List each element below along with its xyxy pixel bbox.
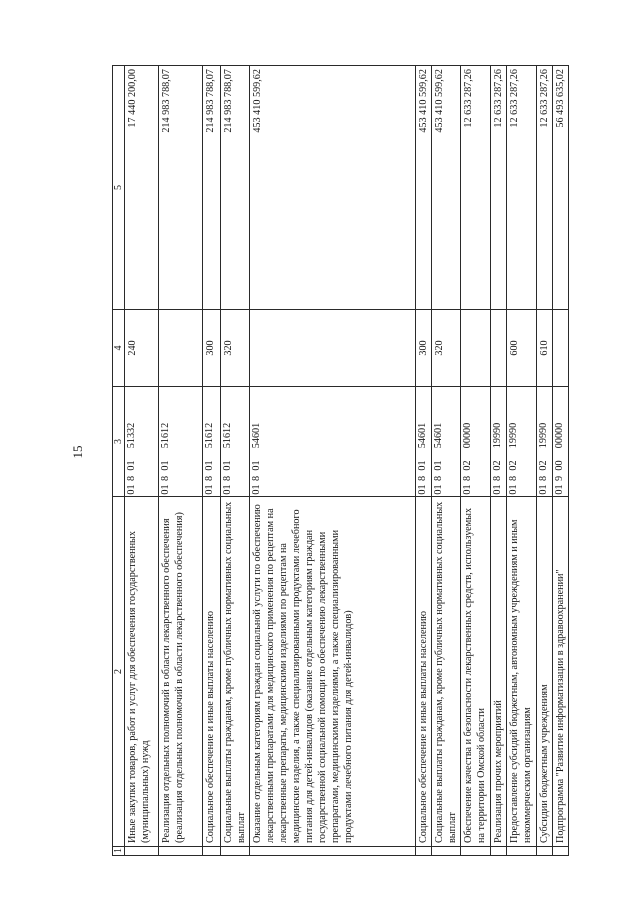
header-row <box>113 66 125 856</box>
table-row <box>416 66 432 856</box>
row-code <box>416 387 432 497</box>
row-blank-cell <box>461 847 491 856</box>
code-subprogram: 8 <box>251 475 262 482</box>
code-program: 01 <box>492 484 503 495</box>
code-subprogram: 8 <box>204 475 215 482</box>
table-row <box>125 66 159 856</box>
code-direction: 19990 <box>492 422 503 449</box>
code-event: 01 <box>433 460 444 471</box>
code-direction: 00000 <box>554 422 565 449</box>
code-program: 01 <box>222 484 233 495</box>
row-kvr: 240 <box>125 310 159 387</box>
code-subprogram: 8 <box>126 475 137 482</box>
row-name: Иные закупки товаров, работ и услуг для обеспечения государственных (муниципальных) нужд <box>125 497 159 847</box>
row-amount: 214 983 788,07 <box>221 66 250 310</box>
row-name: Предоставление субсидий бюджетным, автономным учреждениям и иным некоммерческим организациям <box>507 497 537 847</box>
row-amount: 17 440 200,00 <box>125 66 159 310</box>
code-event: 02 <box>508 460 519 471</box>
row-kvr <box>159 310 203 387</box>
row-code <box>125 387 159 497</box>
col-header-4: 4 <box>113 310 125 387</box>
row-kvr: 300 <box>416 310 432 387</box>
table-row <box>159 66 203 856</box>
table-row <box>203 66 221 856</box>
code-program: 01 <box>160 484 171 495</box>
row-amount: 12 633 287,26 <box>491 66 507 310</box>
code-subprogram: 8 <box>160 475 171 482</box>
row-kvr <box>553 310 569 387</box>
row-amount: 453 410 599,62 <box>432 66 461 310</box>
code-direction: 54601 <box>251 422 262 449</box>
code-direction: 54601 <box>433 422 444 449</box>
code-program: 01 <box>417 484 428 495</box>
row-blank-cell <box>159 847 203 856</box>
col-header-1: 1 <box>113 847 125 856</box>
code-subprogram: 8 <box>462 475 473 482</box>
row-code <box>221 387 250 497</box>
col-header-3: 3 <box>113 387 125 497</box>
row-amount: 12 633 287,26 <box>537 66 553 310</box>
code-direction: 00000 <box>462 422 473 449</box>
table-row <box>537 66 553 856</box>
col-header-2: 2 <box>113 497 125 847</box>
table-row <box>553 66 569 856</box>
code-direction: 51612 <box>160 422 171 449</box>
table-row <box>461 66 491 856</box>
table-row <box>491 66 507 856</box>
code-direction: 51612 <box>204 422 215 449</box>
table-row <box>507 66 537 856</box>
row-kvr <box>461 310 491 387</box>
row-blank-cell <box>416 847 432 856</box>
code-program: 01 <box>433 484 444 495</box>
code-subprogram: 8 <box>433 475 444 482</box>
row-code <box>491 387 507 497</box>
code-event: 02 <box>538 460 549 471</box>
row-blank-cell <box>203 847 221 856</box>
code-event: 01 <box>160 460 171 471</box>
row-code <box>553 387 569 497</box>
row-amount: 56 493 635,02 <box>553 66 569 310</box>
code-program: 01 <box>126 484 137 495</box>
col-header-5: 5 <box>113 66 125 310</box>
code-subprogram: 8 <box>492 475 503 482</box>
code-event: 01 <box>126 460 137 471</box>
row-code <box>159 387 203 497</box>
row-blank-cell <box>250 847 416 856</box>
code-event: 00 <box>554 460 565 471</box>
code-event: 02 <box>492 460 503 471</box>
table-rotator <box>112 66 566 856</box>
code-subprogram: 8 <box>222 475 233 482</box>
code-direction: 51332 <box>126 422 137 449</box>
code-direction: 19990 <box>508 422 519 449</box>
row-code <box>203 387 221 497</box>
row-blank-cell <box>491 847 507 856</box>
code-event: 01 <box>222 460 233 471</box>
row-amount: 453 410 599,62 <box>250 66 416 310</box>
table-row <box>432 66 461 856</box>
row-name: Оказание отдельным категориям граждан социальной услуги по обеспечению лекарственными препаратами для медицинского применения по рецептам на лекарственные препараты, медицинскими изделиями по рецептам на медицинские изделия, а также специализированными продуктами лечебного питания для детей-инвалидов (оказание отдельным категориям граждан государственной социальной помощи по обеспечению лекарственными препаратами, медицинскими изделиями, а также специализированными продуктами лечебного питания для детей-инвалидов) <box>250 497 416 847</box>
budget-table <box>112 65 569 856</box>
row-amount: 12 633 287,26 <box>461 66 491 310</box>
code-program: 01 <box>554 484 565 495</box>
code-program: 01 <box>508 484 519 495</box>
table-row <box>250 66 416 856</box>
row-amount: 214 983 788,07 <box>159 66 203 310</box>
row-amount: 214 983 788,07 <box>203 66 221 310</box>
row-blank-cell <box>221 847 250 856</box>
code-direction: 19990 <box>538 422 549 449</box>
row-name: Субсидии бюджетным учреждениям <box>537 497 553 847</box>
row-blank-cell <box>432 847 461 856</box>
row-name: Социальные выплаты гражданам, кроме публичных нормативных социальных выплат <box>221 497 250 847</box>
code-subprogram: 9 <box>554 475 565 482</box>
row-name: Обеспечение качества и безопасности лекарственных средств, используемых на территории Омской области <box>461 497 491 847</box>
code-direction: 51612 <box>222 422 233 449</box>
page-number: 15 <box>70 445 85 459</box>
code-program: 01 <box>462 484 473 495</box>
code-subprogram: 8 <box>417 475 428 482</box>
row-blank-cell <box>507 847 537 856</box>
row-code <box>507 387 537 497</box>
code-program: 01 <box>538 484 549 495</box>
row-name: Социальное обеспечение и иные выплаты населению <box>416 497 432 847</box>
row-code <box>250 387 416 497</box>
row-code <box>432 387 461 497</box>
code-event: 01 <box>251 460 262 471</box>
code-program: 01 <box>251 484 262 495</box>
row-amount: 12 633 287,26 <box>507 66 537 310</box>
row-kvr: 320 <box>221 310 250 387</box>
row-kvr: 320 <box>432 310 461 387</box>
code-direction: 54601 <box>417 422 428 449</box>
code-program: 01 <box>204 484 215 495</box>
row-amount: 453 410 599,62 <box>416 66 432 310</box>
row-kvr: 600 <box>507 310 537 387</box>
row-code <box>537 387 553 497</box>
row-name: Подпрограмма "Развитие информатизации в здравоохранении" <box>553 497 569 847</box>
code-event: 01 <box>417 460 428 471</box>
row-blank-cell <box>553 847 569 856</box>
row-name: Социальные выплаты гражданам, кроме публичных нормативных социальных выплат <box>432 497 461 847</box>
row-kvr <box>250 310 416 387</box>
code-subprogram: 8 <box>538 475 549 482</box>
row-kvr: 610 <box>537 310 553 387</box>
row-name: Реализация прочих мероприятий <box>491 497 507 847</box>
code-event: 01 <box>204 460 215 471</box>
row-name: Реализация отдельных полномочий в области лекарственного обеспечения (реализация отдельных полномочий в области лекарственного обеспечения) <box>159 497 203 847</box>
row-name: Социальное обеспечение и иные выплаты населению <box>203 497 221 847</box>
code-event: 02 <box>462 460 473 471</box>
table-row <box>221 66 250 856</box>
row-blank-cell <box>125 847 159 856</box>
row-blank-cell <box>537 847 553 856</box>
row-kvr <box>491 310 507 387</box>
code-subprogram: 8 <box>508 475 519 482</box>
row-code <box>461 387 491 497</box>
rotated-table-area <box>112 66 566 856</box>
row-kvr: 300 <box>203 310 221 387</box>
